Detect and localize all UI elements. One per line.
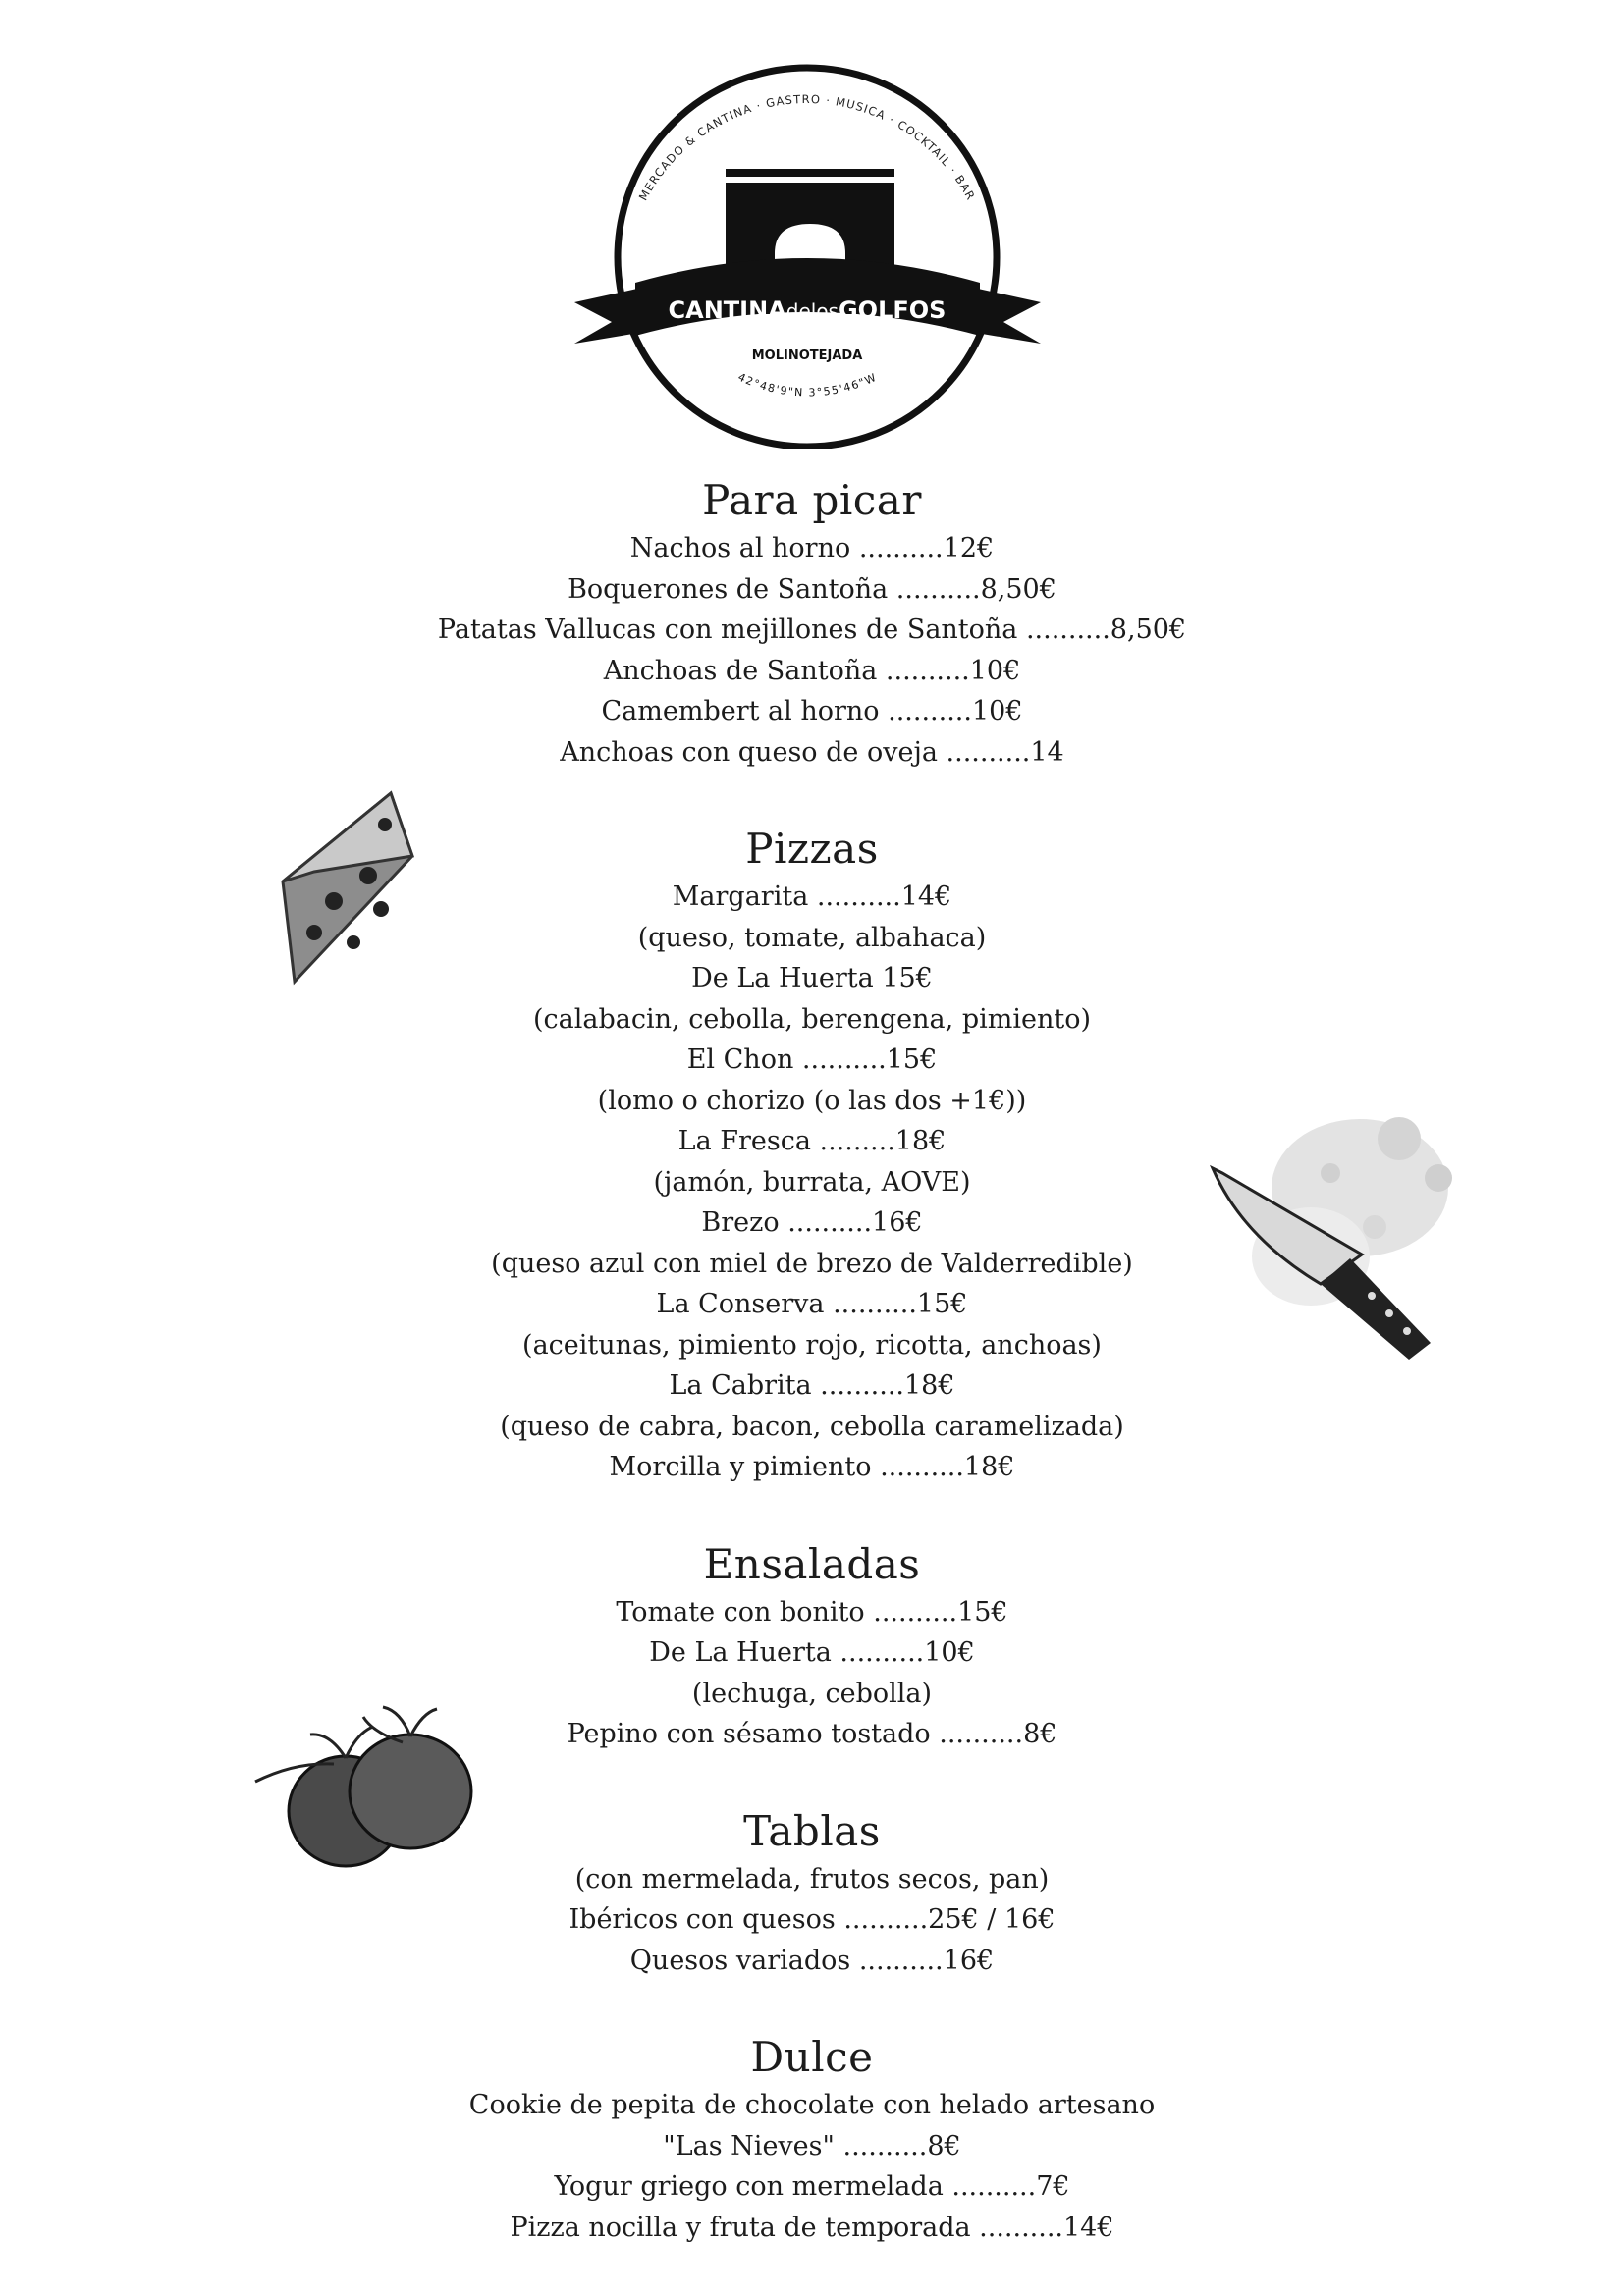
menu-item: Tomate con bonito ..........15€ xyxy=(616,1596,1008,1628)
menu-item: Pepino con sésamo tostado ..........8€ xyxy=(567,1719,1057,1749)
menu-item: Anchoas de Santoña ..........10€ xyxy=(603,655,1021,686)
menu-item: Brezo ..........16€ xyxy=(701,1207,923,1238)
menu-item-description: (queso azul con miel de brezo de Valderredible) xyxy=(491,1248,1133,1279)
menu-item: De La Huerta ..........10€ xyxy=(649,1637,975,1668)
svg-text:CANTINAdelosGOLFOS xyxy=(669,296,947,324)
menu-item: Margarita ..........14€ xyxy=(672,881,952,912)
menu-item: De La Huerta 15€ xyxy=(691,963,933,993)
menu-item: La Conserva ..........15€ xyxy=(656,1289,968,1319)
section-title: Ensaladas xyxy=(703,1539,921,1588)
cantina-de-los-golfos-logo xyxy=(574,61,1041,449)
section-tablas xyxy=(0,1804,1624,1982)
section-dulce xyxy=(0,2030,1624,2248)
menu-item: Nachos al horno ..........12€ xyxy=(629,533,995,563)
menu-item: Yogur griego con mermelada ..........7€ xyxy=(554,2171,1070,2202)
logo-arc-text: MERCADO & CANTINA · GASTRO · MUSICA · COCKTAIL · BAR xyxy=(635,91,979,203)
section-title: Para picar xyxy=(702,476,922,524)
menu-content xyxy=(0,473,1624,2248)
menu-item-description: (lechuga, cebolla) xyxy=(691,1678,933,1709)
section-pizzas xyxy=(0,822,1624,1488)
section-title: Tablas xyxy=(743,1806,881,1855)
menu-item-description: (aceitunas, pimiento rojo, ricotta, anchoas) xyxy=(522,1329,1102,1361)
menu-item: Pizza nocilla y fruta de temporada ..........14€ xyxy=(510,2212,1114,2243)
menu-item-description: (queso de cabra, bacon, cebolla caramelizada) xyxy=(500,1411,1124,1442)
menu-item: La Cabrita ..........18€ xyxy=(669,1370,955,1401)
menu-item: Morcilla y pimiento ..........18€ xyxy=(609,1452,1015,1482)
menu-item-description: (calabacin, cebolla, berengena, pimiento) xyxy=(533,1003,1091,1035)
menu-item: Camembert al horno ..........10€ xyxy=(601,696,1023,726)
menu-item-description: (queso, tomate, albahaca) xyxy=(637,922,987,953)
logo-coordinates: 42°48'9"N 3°55'46"W xyxy=(735,370,880,400)
menu-item-description: (con mermelada, frutos secos, pan) xyxy=(574,1863,1050,1895)
menu-item: Anchoas con queso de oveja ..........14 xyxy=(560,736,1064,768)
menu-item: Boquerones de Santoña ..........8,50€ xyxy=(568,573,1056,605)
menu-item: La Fresca .........18€ xyxy=(677,1126,947,1156)
menu-item: El Chon ..........15€ xyxy=(686,1044,938,1075)
section-title: Pizzas xyxy=(745,825,879,873)
menu-item-description: (lomo o chorizo (o las dos +1€)) xyxy=(597,1085,1027,1116)
menu-item: Ibéricos con quesos ..........25€ / 16€ xyxy=(568,1904,1056,1935)
logo-brand-delos: delos xyxy=(785,299,839,323)
logo-brand-golfos: GOLFOS xyxy=(838,296,947,324)
menu-item: Cookie de pepita de chocolate con helado artesano xyxy=(468,2090,1156,2120)
section-para-picar xyxy=(0,473,1624,773)
section-ensaladas xyxy=(0,1537,1624,1755)
section-title: Dulce xyxy=(750,2033,874,2081)
logo-location: MOLINOTEJADA xyxy=(751,348,863,363)
menu-item: Quesos variados ..........16€ xyxy=(629,1945,995,1976)
menu-item: "Las Nieves" ..........8€ xyxy=(663,2130,961,2162)
menu-item: Patatas Vallucas con mejillones de Santoña ..........8,50€ xyxy=(437,614,1187,645)
logo-brand-cantina: CANTINA xyxy=(668,296,786,324)
menu-item-description: (jamón, burrata, AOVE) xyxy=(653,1166,971,1198)
